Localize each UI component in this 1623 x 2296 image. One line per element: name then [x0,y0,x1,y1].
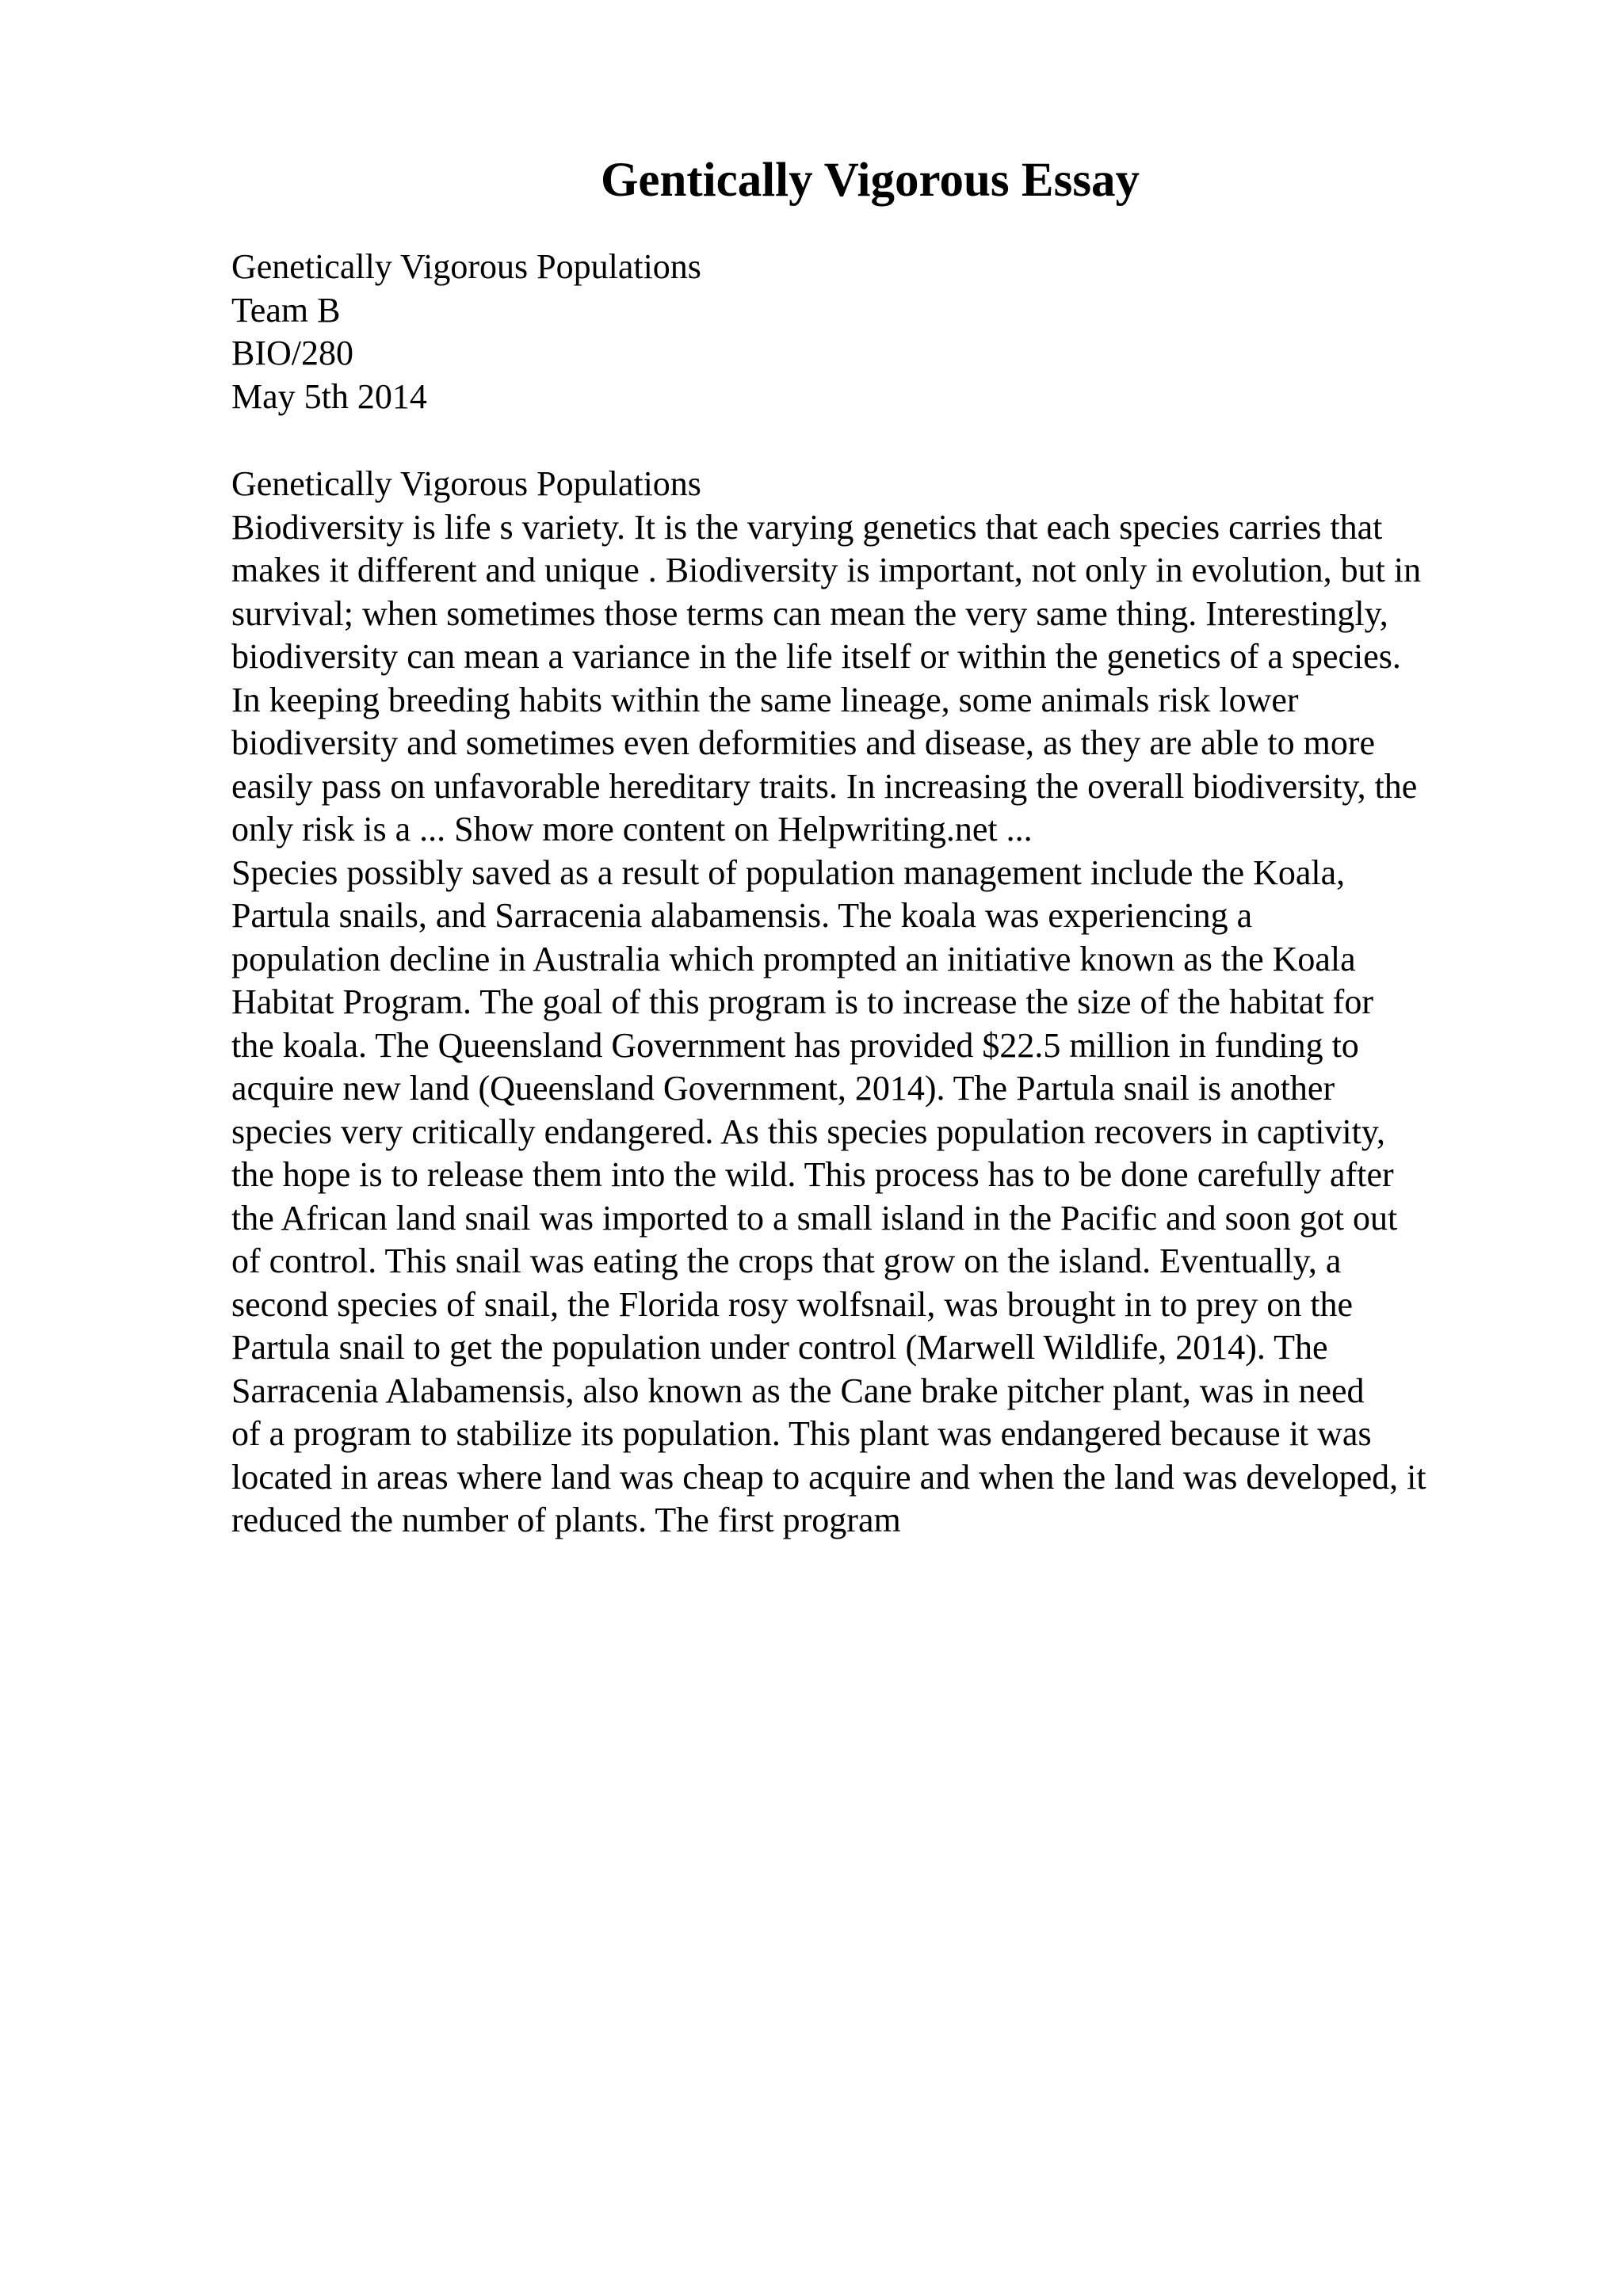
body-line: only risk is a ... Show more content on Helpwriting.net ... [231,810,1033,849]
body-line: acquire new land (Queensland Government, 2014). The Partula snail is another [231,1069,1335,1108]
body-line: biodiversity and sometimes even deformities and disease, as they are able to more [231,723,1375,762]
body-line: population decline in Australia which prompted an initiative known as the Koala [231,939,1356,978]
body-line: In keeping breeding habits within the same lineage, some animals risk lower [231,680,1299,719]
body-line: species very critically endangered. As this species population recovers in captivity, [231,1112,1386,1151]
body-line: the African land snail was imported to a small island in the Pacific and soon got out [231,1198,1398,1238]
body-line: Habitat Program. The goal of this program is to increase the size of the habitat for [231,982,1373,1021]
body-line: located in areas where land was cheap to acquire and when the land was developed, it [231,1457,1426,1497]
body-line: makes it different and unique . Biodiversity is important, not only in evolution, but in [231,551,1422,589]
document-title: Gentically Vigorous Essay [600,154,1140,207]
body-line: survival; when sometimes those terms can mean the very same thing. Interestingly, [231,593,1388,633]
body-line: the hope is to release them into the wild. This process has to be done carefully after [231,1155,1394,1194]
header-line-date: May 5th 2014 [231,376,427,416]
essay-header [231,246,1539,418]
essay-body [231,463,1539,1543]
body-line: of a program to stabilize its population. This plant was endangered because it was [231,1414,1372,1453]
body-line: reduced the number of plants. The first program [231,1501,901,1539]
body-line: second species of snail, the Florida rosy wolfsnail, was brought in to prey on the [231,1284,1354,1324]
body-line: easily pass on unfavorable hereditary traits. In increasing the overall biodiversity, the [231,766,1418,806]
header-line-team: Team B [231,290,341,330]
body-line: biodiversity can mean a variance in the life itself or within the genetics of a species. [231,637,1401,676]
body-line: Partula snail to get the population under control (Marwell Wildlife, 2014). The [231,1328,1328,1367]
body-line: Sarracenia Alabamensis, also known as the Cane brake pitcher plant, was in need [231,1371,1365,1410]
body-line: Species possibly saved as a result of population management include the Koala, [231,852,1346,892]
header-line-course: BIO/280 [231,334,353,372]
body-line: Biodiversity is life s variety. It is the varying genetics that each species carries that [231,507,1383,547]
header-line-essay-name: Genetically Vigorous Populations [231,247,701,286]
body-line: of control. This snail was eating the crops that grow on the island. Eventually, a [231,1241,1342,1280]
body-line: Partula snails, and Sarracenia alabamensis. The koala was experiencing a [231,896,1253,935]
body-line: the koala. The Queensland Government has provided $22.5 million in funding to [231,1025,1359,1065]
body-line: Genetically Vigorous Populations [231,464,701,503]
